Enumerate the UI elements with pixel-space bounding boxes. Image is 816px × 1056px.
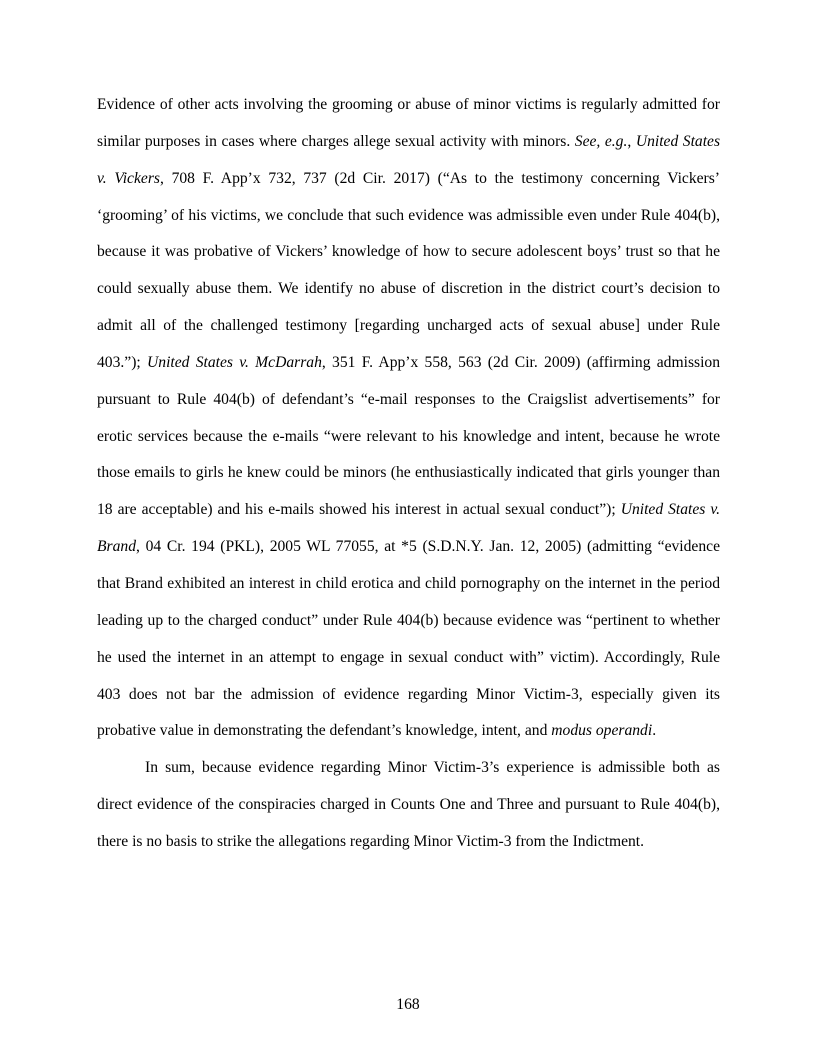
italic-text: Brand xyxy=(97,538,136,556)
text-line xyxy=(97,87,720,124)
text-line xyxy=(97,198,720,235)
text-segment: erotic services because the e-mails “were relevant to his knowledge and intent, because he wrote xyxy=(97,427,720,445)
text-segment: direct evidence of the conspiracies charged in Counts One and Three and pursuant to Rule 404(b), xyxy=(97,796,720,814)
italic-text: United States v. McDarrah xyxy=(147,353,322,371)
text-segment: , xyxy=(627,132,636,150)
paragraph xyxy=(97,750,720,861)
text-segment: ‘grooming’ of his victims, we conclude that such evidence was admissible even under Rule 404(b), xyxy=(97,206,720,224)
text-line xyxy=(97,566,720,603)
text-line xyxy=(97,750,720,787)
text-segment: In sum, because evidence regarding Minor Victim-3’s experience is admissible both as xyxy=(145,759,720,777)
page-number: 168 xyxy=(396,996,420,1013)
text-segment: because it was probative of Vickers’ knowledge of how to secure adolescent boys’ trust so that he xyxy=(97,243,720,261)
text-segment: 18 are acceptable) and his e-mails showed his interest in actual sexual conduct”); xyxy=(97,501,621,519)
text-line xyxy=(97,640,720,677)
text-segment: , 04 Cr. 194 (PKL), 2005 WL 77055, at *5 (S.D.N.Y. Jan. 12, 2005) (admitting “evidence xyxy=(135,538,720,556)
text-segment: 403.”); xyxy=(97,353,148,371)
text-segment: similar purposes in cases where charges allege sexual activity with minors. xyxy=(97,132,575,150)
text-segment: . xyxy=(652,722,657,740)
text-line xyxy=(97,529,720,566)
italic-text: United States v. xyxy=(620,501,720,519)
text-segment: there is no basis to strike the allegations regarding Minor Victim-3 from the Indictment. xyxy=(97,832,645,850)
text-segment: could sexually abuse them. We identify no abuse of discretion in the district court’s decision to xyxy=(97,280,720,298)
text-line xyxy=(97,713,720,750)
text-line xyxy=(97,787,720,824)
text-line xyxy=(97,345,720,382)
text-segment: , 708 F. App’x 732, 737 (2d Cir. 2017) (“As to the testimony concerning Vickers’ xyxy=(159,169,720,187)
text-segment: that Brand exhibited an interest in child erotica and child pornography on the internet in the period xyxy=(97,574,720,592)
text-line xyxy=(97,382,720,419)
text-segment: he used the internet in an attempt to engage in sexual conduct with” victim). Accordingly, Rule xyxy=(97,648,720,666)
document-body xyxy=(97,87,720,861)
text-line xyxy=(97,492,720,529)
text-line xyxy=(97,161,720,198)
text-segment: probative value in demonstrating the defendant’s knowledge, intent, and xyxy=(97,722,552,740)
text-line xyxy=(97,455,720,492)
text-segment: those emails to girls he knew could be minors (he enthusiastically indicated that girls younger than xyxy=(97,464,720,482)
text-line xyxy=(97,824,720,861)
italic-text: See, e.g. xyxy=(574,132,628,150)
text-segment: , 351 F. App’x 558, 563 (2d Cir. 2009) (affirming admission xyxy=(321,353,721,371)
italic-text: modus operandi xyxy=(551,722,653,740)
text-line xyxy=(97,677,720,714)
text-line xyxy=(97,234,720,271)
text-segment: 403 does not bar the admission of evidence regarding Minor Victim-3, especially given its xyxy=(97,685,720,703)
italic-text: v. Vickers xyxy=(97,169,160,187)
text-line xyxy=(97,419,720,456)
text-segment: admit all of the challenged testimony [regarding uncharged acts of sexual abuse] under Rule xyxy=(97,317,720,335)
text-line xyxy=(97,603,720,640)
text-line xyxy=(97,124,720,161)
text-segment: Evidence of other acts involving the grooming or abuse of minor victims is regularly admitted for xyxy=(97,96,720,113)
italic-text: United States xyxy=(635,132,721,150)
text-line xyxy=(97,308,720,345)
text-segment: pursuant to Rule 404(b) of defendant’s “e-mail responses to the Craigslist advertisements” for xyxy=(97,390,720,408)
paragraph xyxy=(97,87,720,750)
text-segment: leading up to the charged conduct” under Rule 404(b) because evidence was “pertinent to whether xyxy=(97,611,720,629)
text-line xyxy=(97,271,720,308)
